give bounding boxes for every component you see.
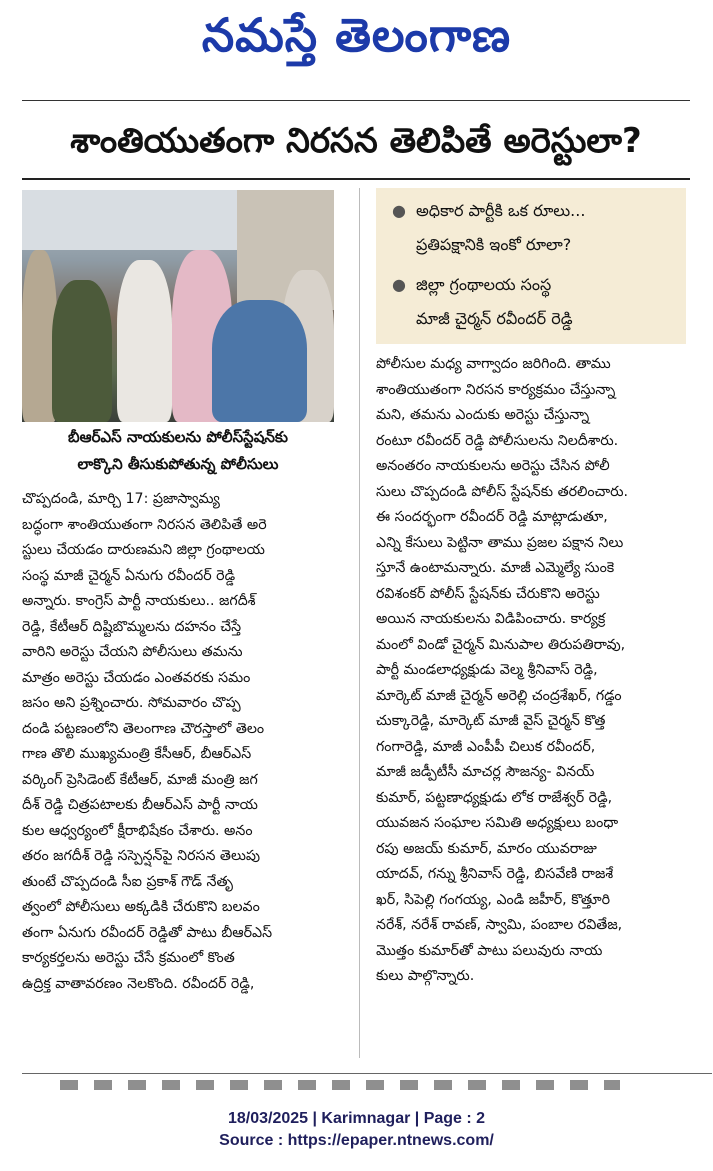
page-footer [0, 1108, 713, 1152]
body-line: వర్కింగ్ ప్రెసిడెంట్ కేటీఆర్, మాజీ మంత్రి జగ [22, 771, 258, 788]
caption-line: లాక్కొని తీసుకుపోతున్న పోలీసులు [77, 455, 279, 473]
body-line: త్వంలో పోలీసులు అక్కడికి చేరుకొని బలవం [22, 899, 260, 915]
footer-source: Source : https://epaper.ntnews.com/ [219, 1132, 494, 1149]
highlight-line: జిల్లా గ్రంథాలయ సంస్థ [416, 275, 552, 294]
body-line: మని, తమను ఎందుకు అరెస్టు చేస్తున్నా [376, 407, 590, 423]
body-line: అయిన నాయకులను విడిపించారు. కార్యక్ర [376, 611, 606, 627]
body-line: తుంటే చొప్పదండి సీఐ ప్రకాశ్ గౌడ్ నేతృ [22, 873, 233, 890]
headline-rule [22, 178, 690, 180]
photo-person [117, 260, 172, 422]
body-line: ఈ సందర్భంగా రవీందర్ రెడ్డి మాట్లాడుతూ, [376, 509, 608, 525]
body-line: దండి పట్టణంలోని తెలంగాణ చౌరస్తాలో తెలం [22, 720, 265, 737]
article-body-right [376, 352, 692, 990]
body-line: జసం అని ప్రశ్నించారు. సోమవారం చొప్ప [22, 695, 241, 711]
body-line: తరం జగదీశ్ రెడ్డి సస్పెన్షన్‌పై నిరసన తెలుపు [22, 848, 261, 864]
body-line: గంగారెడ్డి, మాజీ ఎంపీపీ చిలుక రవీందర్, [376, 738, 596, 755]
highlight-item [390, 194, 676, 262]
body-line: ఎన్ని కేసులు పెట్టినా తాము ప్రజల పక్షాన నిలు [376, 534, 624, 551]
body-line: తంగా ఏనుగు రవీందర్ రెడ్డితో పాటు బీఆర్‌ఎస్ [22, 924, 273, 941]
body-line: నరేశ్, నరేశ్ రావణ్, స్వామి, పంబాల రవితేజ, [376, 917, 623, 933]
masthead-logo: నమస్తే తెలంగాణ [201, 8, 512, 62]
body-line: స్తూనే ఉంటామన్నారు. మాజీ ఎమ్మెల్యే సుంకె [376, 560, 615, 576]
clipped-next-article [60, 1080, 620, 1090]
body-line: శాంతియుతంగా నిరసన కార్యక్రమం చేస్తున్నా [376, 381, 616, 398]
bullet-icon: ● [392, 275, 406, 294]
body-line: స్టులు చేయడం దారుణమని జిల్లా గ్రంథాలయ [22, 542, 265, 558]
body-line: మాత్రం అరెస్టు చేయడం ఎంతవరకు సమం [22, 669, 251, 686]
body-line: దీశ్ రెడ్డి చిత్రపటాలకు బీఆర్‌ఎస్ పార్టీ నాయ [22, 797, 258, 813]
news-photo [22, 190, 334, 422]
body-line: చొప్పదండి, మార్చి 17: ప్రజాస్వామ్య [22, 491, 220, 507]
masthead [0, 0, 713, 80]
body-line: మొత్తం కుమార్‌తో పాటు పలువురు నాయ [376, 942, 603, 959]
body-line: మార్కెట్ మాజీ చైర్మన్ అరెల్లి చంద్రశేఖర్, గడ్డం [376, 687, 622, 704]
body-line: కుల ఆధ్వర్యంలో క్షీరాభిషేకం చేశారు. అనం [22, 822, 253, 839]
body-line: మాజీ జడ్పీటీసీ మాచర్ల సౌజన్య- వినయ్ [376, 764, 595, 780]
highlight-line: ప్రతిపక్షానికి ఇంకో రూలా? [416, 235, 572, 254]
highlight-line: అధికార పార్టీకి ఒక రూలు... [416, 201, 586, 220]
body-line: గాణ తొలి ముఖ్యమంత్రి కేసీఆర్, బీఆర్‌ఎస్ [22, 746, 252, 762]
body-line: ఖర్, సిపెల్లి గంగయ్య, ఎండి జహీర్, కొత్తూరి [376, 891, 610, 908]
body-line: బద్ధంగా శాంతియుతంగా నిరసన తెలిపితే అరె [22, 516, 267, 533]
body-line: సులు చొప్పదండి పోలీస్ స్టేషన్‌కు తరలించారు. [376, 483, 628, 500]
footer-date-edition: 18/03/2025 | Karimnagar | Page : 2 [227, 1110, 486, 1127]
article-body-left [22, 487, 342, 997]
body-line: సంస్థ మాజీ చైర్మన్ ఏనుగు రవీందర్ రెడ్డి [22, 567, 236, 584]
body-line: రవిశంకర్ పోలీస్ స్టేషన్‌కు చేరుకొని అరెస్టు [376, 585, 600, 602]
body-line: కార్యకర్తలను అరెస్టు చేసే క్రమంలో కొంత [22, 950, 235, 966]
body-line: కుమార్, పట్టణాధ్యక్షుడు లోక రాజేశ్వర్ రెడ్డి, [376, 789, 613, 806]
caption-line: బీఆర్‌ఎస్ నాయకులను పోలీస్‌స్టేషన్‌కు [68, 428, 288, 446]
photo-person-blue-shirt [212, 300, 307, 422]
body-line: రంటూ రవీందర్ రెడ్డి పోలీసులను నిలదీశారు. [376, 432, 619, 449]
highlights-box [376, 188, 686, 344]
body-line: వారిని అరెస్టు చేయని పోలీసులు తమను [22, 644, 243, 660]
body-line: రపు అజయ్ కుమార్, మారం యువరాజు [376, 840, 597, 857]
top-rule [22, 100, 690, 101]
body-line: మంలో విండో చైర్మన్ మినుపాల తిరుపతిరావు, [376, 636, 626, 653]
photo-police-officer [52, 280, 112, 422]
bottom-rule [22, 1073, 712, 1074]
body-line: కులు పాల్గొన్నారు. [376, 968, 475, 984]
bullet-icon: ● [392, 201, 406, 220]
article-headline: శాంతియుతంగా నిరసన తెలిపితే అరెస్టులా? [70, 121, 642, 161]
body-line: పోలీసుల మధ్య వాగ్వాదం జరిగింది. తాము [376, 356, 611, 372]
body-line: పార్టీ మండలాధ్యక్షుడు వెల్మ శ్రీనివాస్ రెడ్డి, [376, 662, 598, 678]
body-line: అనంతరం నాయకులను అరెస్టు చేసిన పోలీ [376, 458, 610, 474]
body-line: అన్నారు. కాంగ్రెస్ పార్టీ నాయకులు.. జగదీశ్ [22, 593, 256, 609]
body-line: చుక్కారెడ్డి, మార్కెట్ మాజీ వైస్ చైర్మన్ కొత్త [376, 713, 606, 729]
column-divider [359, 188, 360, 1058]
body-line: ఉద్రిక్త వాతావరణం నెలకొంది. రవీందర్ రెడ్డి, [22, 975, 255, 992]
highlight-item [390, 268, 676, 336]
body-line: యాదవ్, గన్ను శ్రీనివాస్ రెడ్డి, బిసవేణి రాజశే [376, 866, 614, 882]
body-line: రెడ్డి, కేటీఆర్ దిష్టిబొమ్మలను దహనం చేస్తే [22, 618, 242, 635]
body-line: యువజన సంఘాల సమితి అధ్యక్షులు బంధా [376, 815, 619, 831]
highlight-line: మాజీ చైర్మన్ రవీందర్ రెడ్డి [416, 309, 573, 328]
photo-caption [22, 424, 334, 484]
